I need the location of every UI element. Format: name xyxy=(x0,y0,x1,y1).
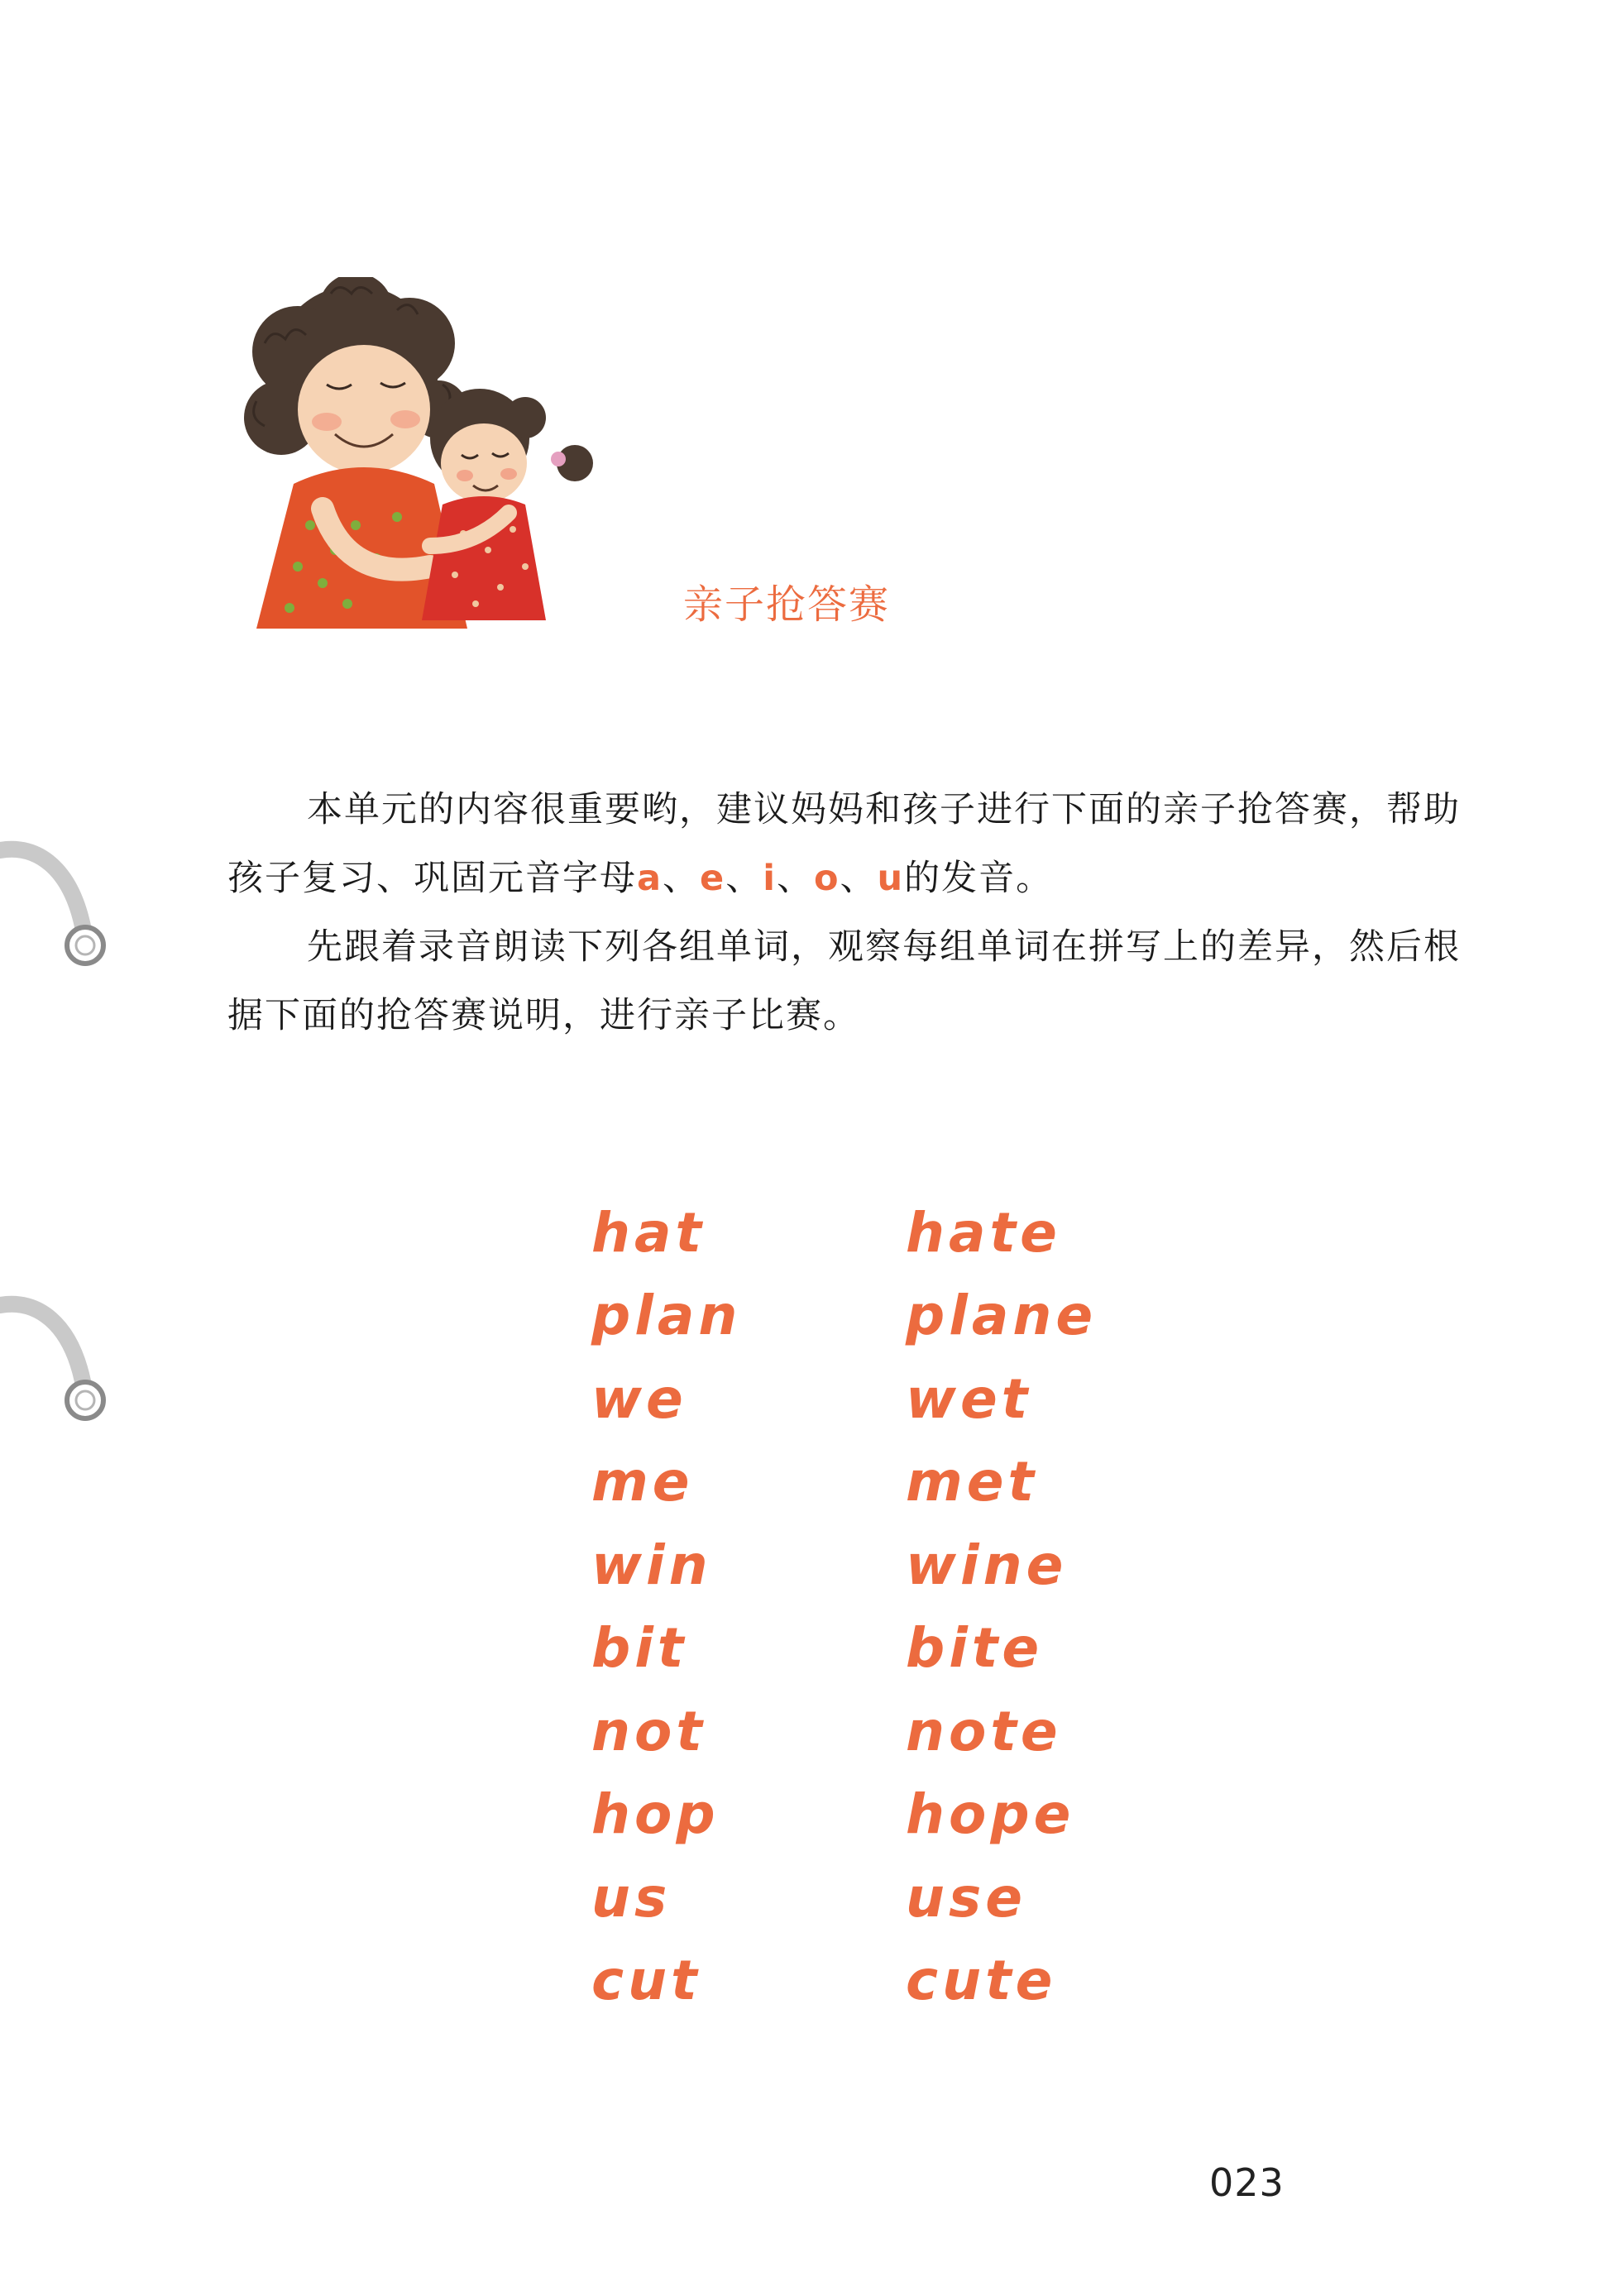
short-vowel-word: win xyxy=(591,1533,712,1597)
paragraph-1-tail: 的发音。 xyxy=(904,858,1054,899)
word-pair-row xyxy=(591,1441,1170,1524)
vowel-o: o xyxy=(813,858,840,899)
long-vowel-word: hope xyxy=(906,1782,1075,1847)
word-pair-row xyxy=(591,1523,1170,1607)
short-vowel-word: us xyxy=(591,1865,672,1930)
word-pair-row xyxy=(591,1940,1170,2023)
vowel-i: i xyxy=(763,858,777,899)
paragraph-1-text: 本单元的内容很重要哟，建议妈妈和孩子进行下面的亲子抢答赛，帮助孩子复习、巩固元音字母 xyxy=(227,789,1461,899)
word-pair-row xyxy=(591,1690,1170,1773)
long-vowel-word: use xyxy=(906,1865,1027,1930)
mother-daughter-hug-illustration xyxy=(232,277,645,633)
separator: 、 xyxy=(663,858,701,899)
word-pair-row xyxy=(591,1191,1170,1275)
long-vowel-word: bite xyxy=(906,1616,1044,1681)
short-vowel-word: hat xyxy=(591,1200,706,1265)
word-pair-row xyxy=(591,1856,1170,1940)
short-vowel-word: cut xyxy=(591,1949,701,2013)
paragraph-1 xyxy=(227,776,1468,913)
instruction-text xyxy=(227,776,1468,1050)
word-pair-row xyxy=(591,1357,1170,1441)
short-vowel-word: plan xyxy=(591,1284,742,1348)
word-pair-row xyxy=(591,1275,1170,1358)
long-vowel-word: cute xyxy=(906,1949,1057,2013)
long-vowel-word: wet xyxy=(906,1366,1032,1431)
activity-title: 亲子抢答赛 xyxy=(683,581,891,628)
long-vowel-word: note xyxy=(906,1699,1062,1763)
binder-ring-icon xyxy=(0,1290,116,1423)
vowel-a: a xyxy=(637,858,663,899)
short-vowel-word: bit xyxy=(591,1616,688,1681)
long-vowel-word: plane xyxy=(906,1284,1098,1348)
word-pair-row xyxy=(591,1773,1170,1857)
word-pair-row xyxy=(591,1607,1170,1691)
short-vowel-word: we xyxy=(591,1366,687,1431)
short-vowel-word: hop xyxy=(591,1782,720,1847)
page-number: 023 xyxy=(1209,2160,1285,2205)
paragraph-2: 先跟着录音朗读下列各组单词，观察每组单词在拼写上的差异，然后根据下面的抢答赛说明，进行亲子比赛。 xyxy=(227,926,1461,1036)
vowel-e: e xyxy=(700,858,726,899)
long-vowel-word: met xyxy=(906,1450,1039,1514)
short-vowel-word: me xyxy=(591,1450,694,1514)
vowel-u: u xyxy=(877,858,905,899)
long-vowel-word: hate xyxy=(906,1200,1061,1265)
long-vowel-word: wine xyxy=(906,1533,1068,1597)
separator: 、 xyxy=(840,858,878,899)
word-pair-list xyxy=(591,1191,1170,2022)
binder-ring-icon xyxy=(0,835,116,968)
short-vowel-word: not xyxy=(591,1699,706,1763)
separator: 、 xyxy=(725,858,763,899)
separator: 、 xyxy=(776,858,814,899)
